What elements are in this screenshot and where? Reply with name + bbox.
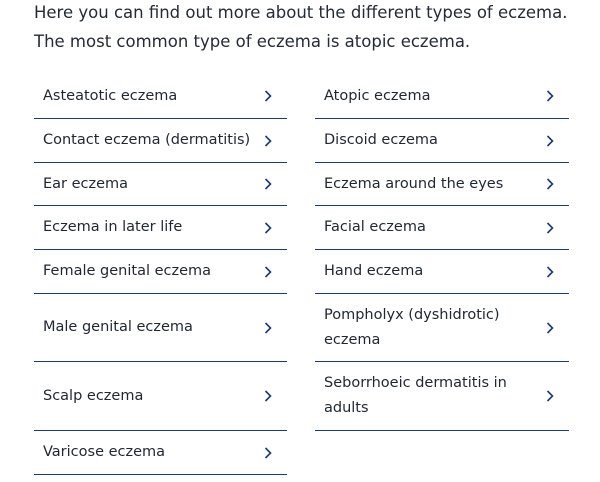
link-eczema-around-the-eyes[interactable]: [315, 163, 569, 206]
link-label: Atopic eczema: [324, 87, 431, 104]
intro-text: Here you can find out more about the different types of eczema. The most common type of eczema is atopic eczema.: [34, 3, 568, 51]
link-label: Seborrhoeic dermatitis in adults: [324, 375, 507, 416]
chevron-right-icon: [263, 265, 273, 279]
link-label: Male genital eczema: [43, 319, 193, 335]
chevron-right-icon: [263, 321, 273, 335]
chevron-right-icon: [263, 221, 273, 235]
link-label: Ear eczema: [43, 175, 129, 192]
link-female-genital-eczema[interactable]: [34, 250, 287, 294]
link-label: Varicose eczema: [43, 444, 166, 460]
chevron-right-icon: [545, 177, 555, 191]
chevron-right-icon: [545, 321, 555, 335]
link-varicose-eczema[interactable]: [34, 431, 287, 475]
chevron-right-icon: [545, 221, 555, 235]
link-label: Facial eczema: [324, 219, 426, 235]
link-label: Female genital eczema: [43, 263, 212, 279]
link-label: Hand eczema: [324, 263, 424, 279]
link-male-genital-eczema[interactable]: [34, 294, 287, 362]
link-label: Eczema in later life: [43, 219, 183, 235]
link-scalp-eczema[interactable]: [34, 362, 287, 431]
link-label: Discoid eczema: [324, 132, 438, 148]
chevron-right-icon: [263, 177, 273, 191]
chevron-right-icon: [545, 389, 555, 403]
link-label: Contact eczema (dermatitis): [43, 132, 251, 148]
link-seborrhoeic-dermatitis[interactable]: [315, 362, 569, 431]
link-contact-eczema[interactable]: [34, 119, 287, 163]
link-ear-eczema[interactable]: [34, 163, 287, 206]
link-hand-eczema[interactable]: [315, 250, 569, 294]
chevron-right-icon: [545, 134, 555, 148]
link-eczema-in-later-life[interactable]: [34, 206, 287, 250]
chevron-right-icon: [263, 389, 273, 403]
chevron-right-icon: [263, 134, 273, 148]
link-atopic-eczema[interactable]: [315, 74, 569, 119]
link-discoid-eczema[interactable]: [315, 119, 569, 163]
link-asteatotic-eczema[interactable]: [34, 74, 287, 119]
chevron-right-icon: [545, 89, 555, 103]
chevron-right-icon: [263, 446, 273, 460]
link-label: Asteatotic eczema: [43, 87, 178, 104]
chevron-right-icon: [263, 89, 273, 103]
link-pompholyx-eczema[interactable]: [315, 294, 569, 362]
link-label: Scalp eczema: [43, 387, 144, 404]
link-label: Eczema around the eyes: [324, 175, 504, 192]
chevron-right-icon: [545, 265, 555, 279]
link-facial-eczema[interactable]: [315, 206, 569, 250]
link-label: Pompholyx (dyshidrotic) eczema: [324, 306, 500, 348]
